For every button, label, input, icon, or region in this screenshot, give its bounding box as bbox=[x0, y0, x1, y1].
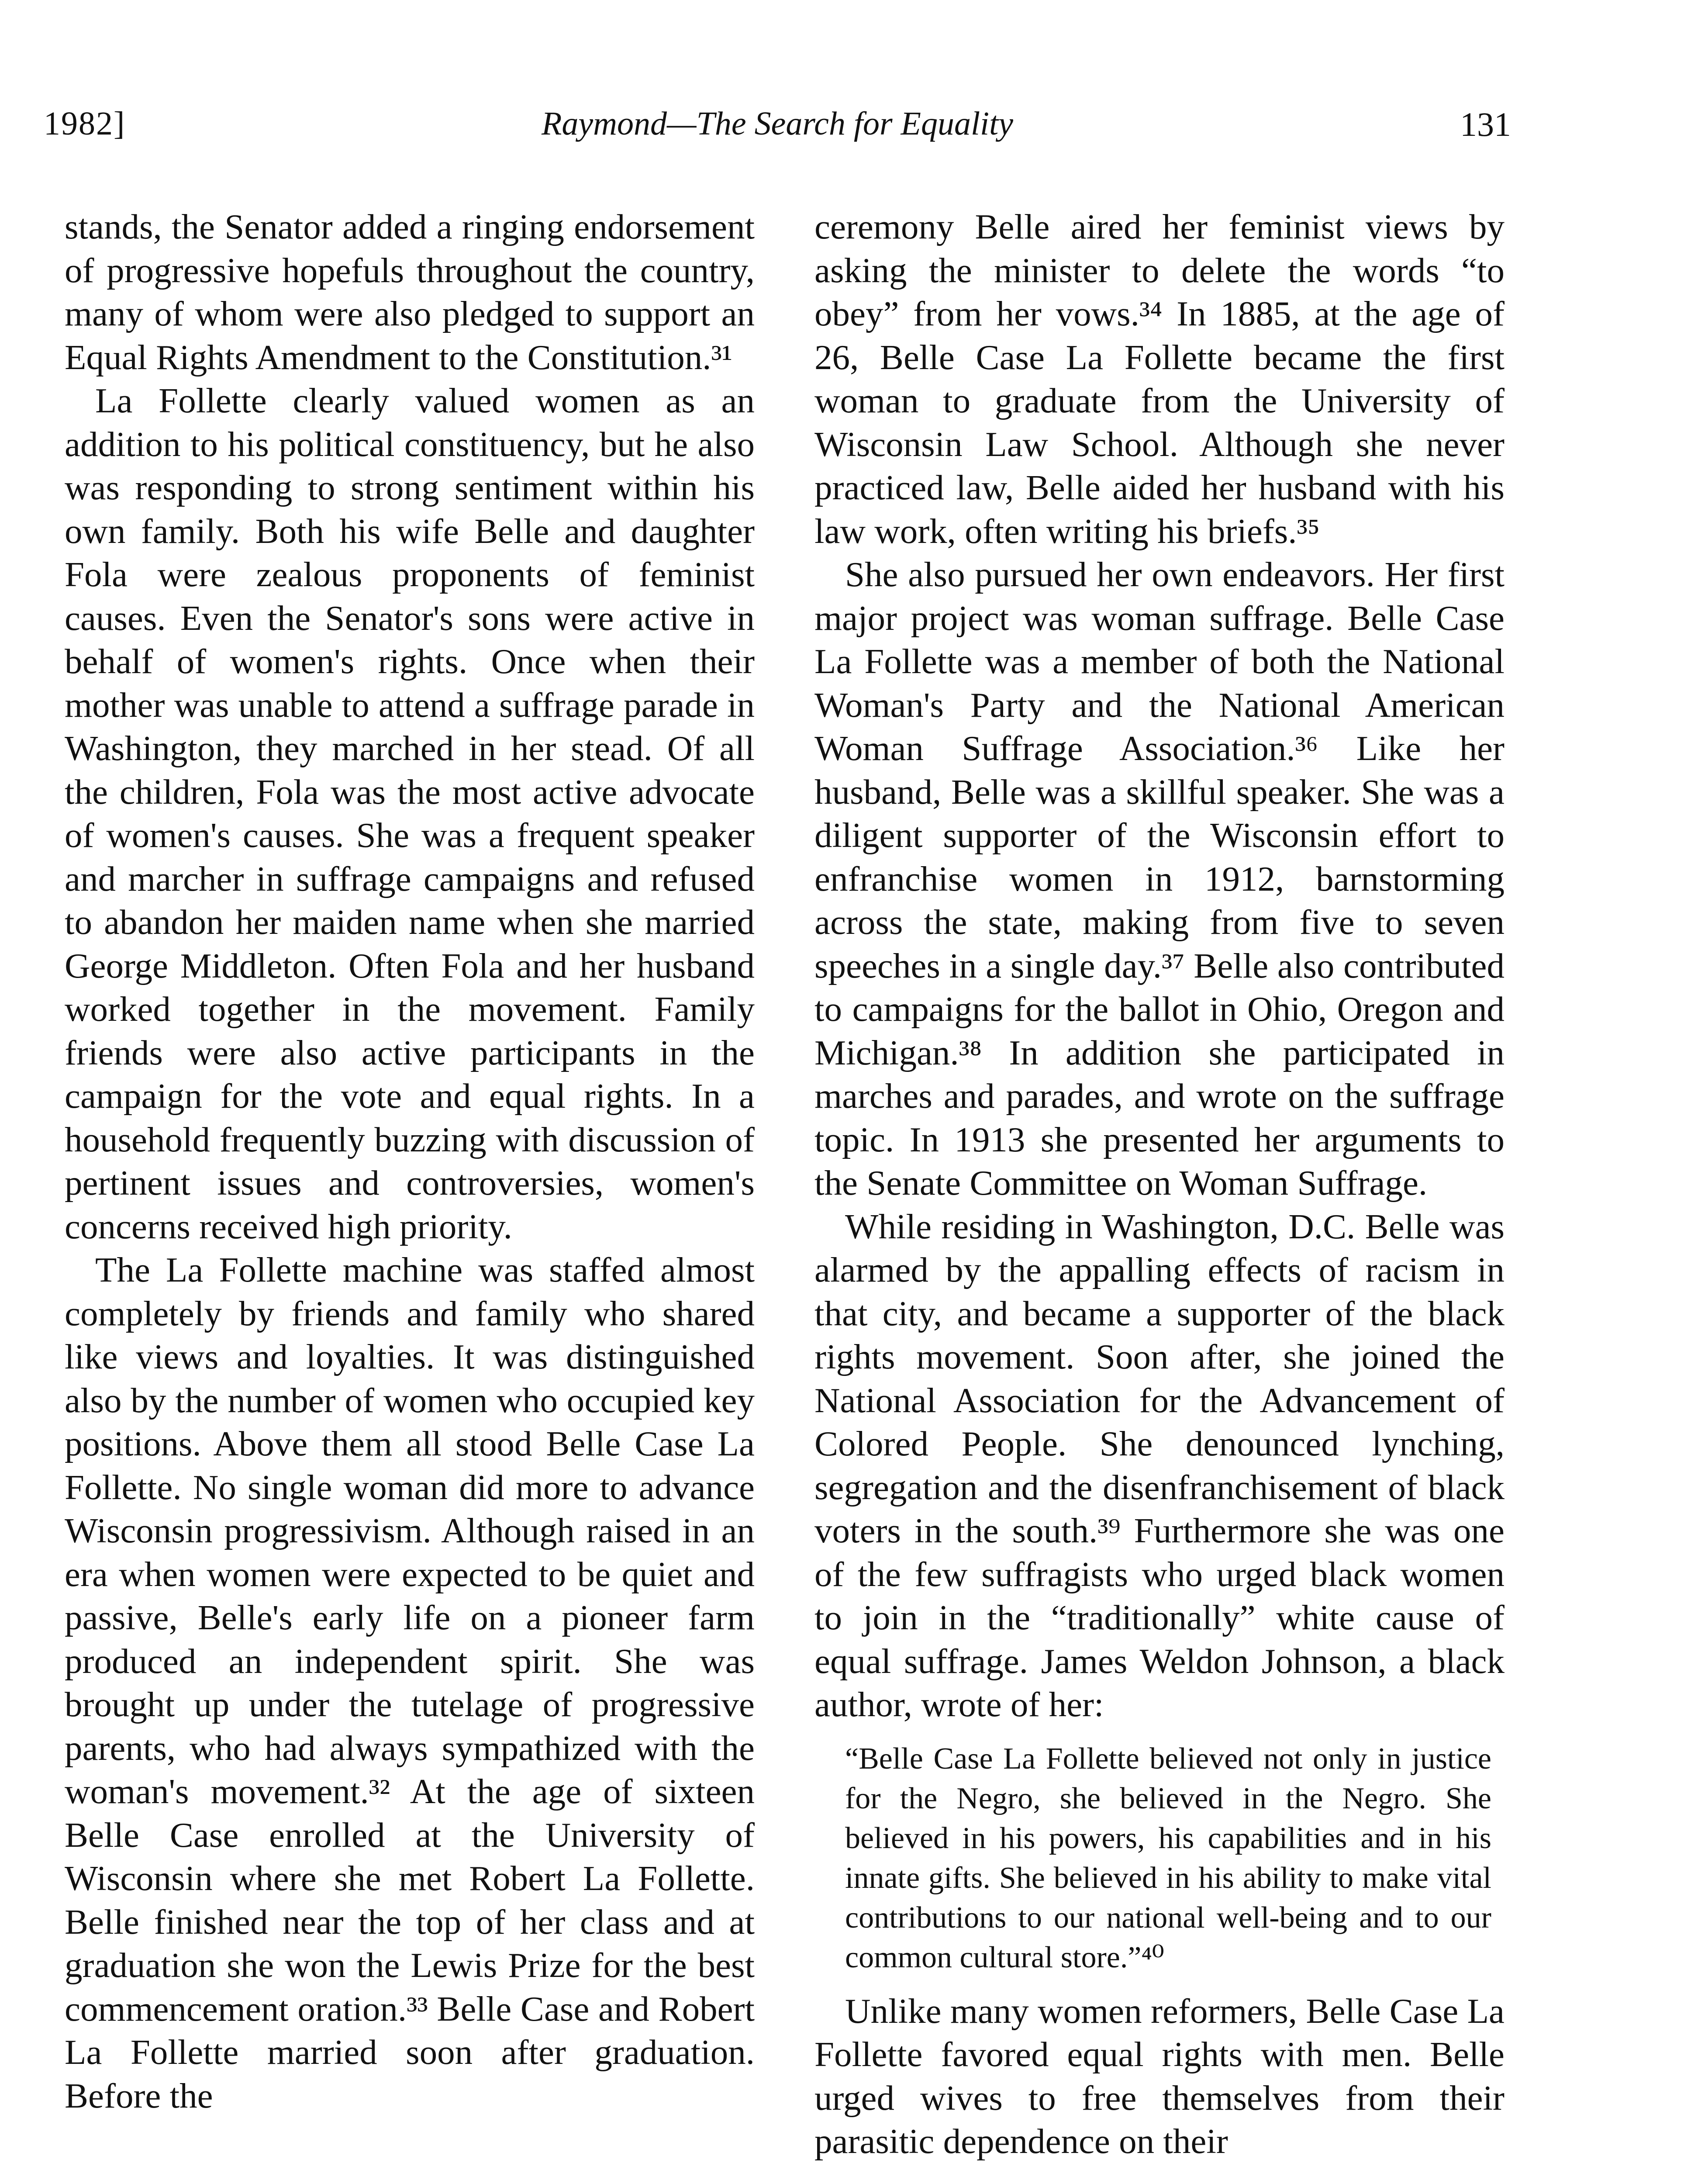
left-column bbox=[65, 205, 755, 2118]
paragraph: The La Follette machine was staffed almost completely by friends and family who shared like views and loyalties. It was distinguished also by the number of women who occupied key positions. Above them all stood Belle Case La Follette. No single woman did more to advance Wisconsin progressivism. Although raised in an era when women were expected to be quiet and passive, Belle's early life on a pioneer farm produced an independent spirit. She was brought up under the tutelage of progressive parents, who had always sympathized with the woman's movement.³² At the age of sixteen Belle Case enrolled at the University of Wisconsin where she met Robert La Follette. Belle finished near the top of her class and at graduation she won the Lewis Prize for the best commencement oration.³³ Belle Case and Robert La Follette married soon after graduation. Before the bbox=[65, 1250, 755, 2115]
paragraph: La Follette clearly valued women as an addition to his political constituency, but he also was responding to strong sentiment within his own family. Both his wife Belle and daughter Fola were zealous proponents of feminist causes. Even the Senator's sons were active in behalf of women's rights. Once when their mother was unable to attend a suffrage parade in Washington, they marched in her stead. Of all the children, Fola was the most active advocate of women's causes. She was a frequent speaker and marcher in suffrage campaigns and refused to abandon her maiden name when she married George Middleton. Often Fola and her husband worked together in the movement. Family friends were also active participants in the campaign for the vote and equal rights. In a household frequently buzzing with discussion of pertinent issues and controversies, women's concerns received high priority. bbox=[65, 381, 755, 1246]
right-column bbox=[814, 205, 1505, 2163]
paragraph: stands, the Senator added a ringing endorsement of progressive hopefuls throughout the country, many of whom were also pledged to support an Equal Rights Amendment to the Constitution.³¹ bbox=[65, 207, 755, 377]
paragraph: While residing in Washington, D.C. Belle was alarmed by the appalling effects of racism in that city, and became a supporter of the black rights movement. Soon after, she joined the National Association for the Advancement of Colored People. She denounced lynching, segregation and the disenfranchisement of black voters in the south.³⁹ Furthermore she was one of the few suffragists who urged black women to join in the “traditionally” white cause of equal suffrage. James Weldon Johnson, a black author, wrote of her: bbox=[814, 1206, 1505, 1724]
block-quote: “Belle Case La Follette believed not only in justice for the Negro, she believed in the Negro. She believed in his powers, his capabilities and in his innate gifts. She believed in his ability to make vital contributions to our national well-being and to our common cultural store.”⁴⁰ bbox=[845, 1742, 1491, 1974]
paragraph: She also pursued her own endeavors. Her first major project was woman suffrage. Belle Case La Follette was a member of both the National Woman's Party and the National American Woman Suffrage Association.³⁶ Like her husband, Belle was a skillful speaker. She was a diligent supporter of the Wisconsin effort to enfranchise women in 1912, barnstorming across the state, making from five to seven speeches in a single day.³⁷ Belle also contributed to campaigns for the ballot in Ohio, Oregon and Michigan.³⁸ In addition she participated in marches and parades, and wrote on the suffrage topic. In 1913 she presented her arguments to the Senate Committee on Woman Suffrage. bbox=[814, 555, 1505, 1203]
page-number: 131 bbox=[1460, 105, 1511, 143]
header-year: 1982] bbox=[44, 105, 126, 142]
paragraph: Unlike many women reformers, Belle Case La Follette favored equal rights with men. Belle urged wives to free themselves from their parasitic dependence on their bbox=[814, 1991, 1505, 2161]
running-header bbox=[44, 105, 1511, 166]
running-title: Raymond—The Search for Equality bbox=[541, 105, 1014, 142]
paragraph: ceremony Belle aired her feminist views by asking the minister to delete the words “to obey” from her vows.³⁴ In 1885, at the age of 26, Belle Case La Follette became the first woman to graduate from the University of Wisconsin Law School. Although she never practiced law, Belle aided her husband with his law work, often writing his briefs.³⁵ bbox=[814, 207, 1505, 551]
